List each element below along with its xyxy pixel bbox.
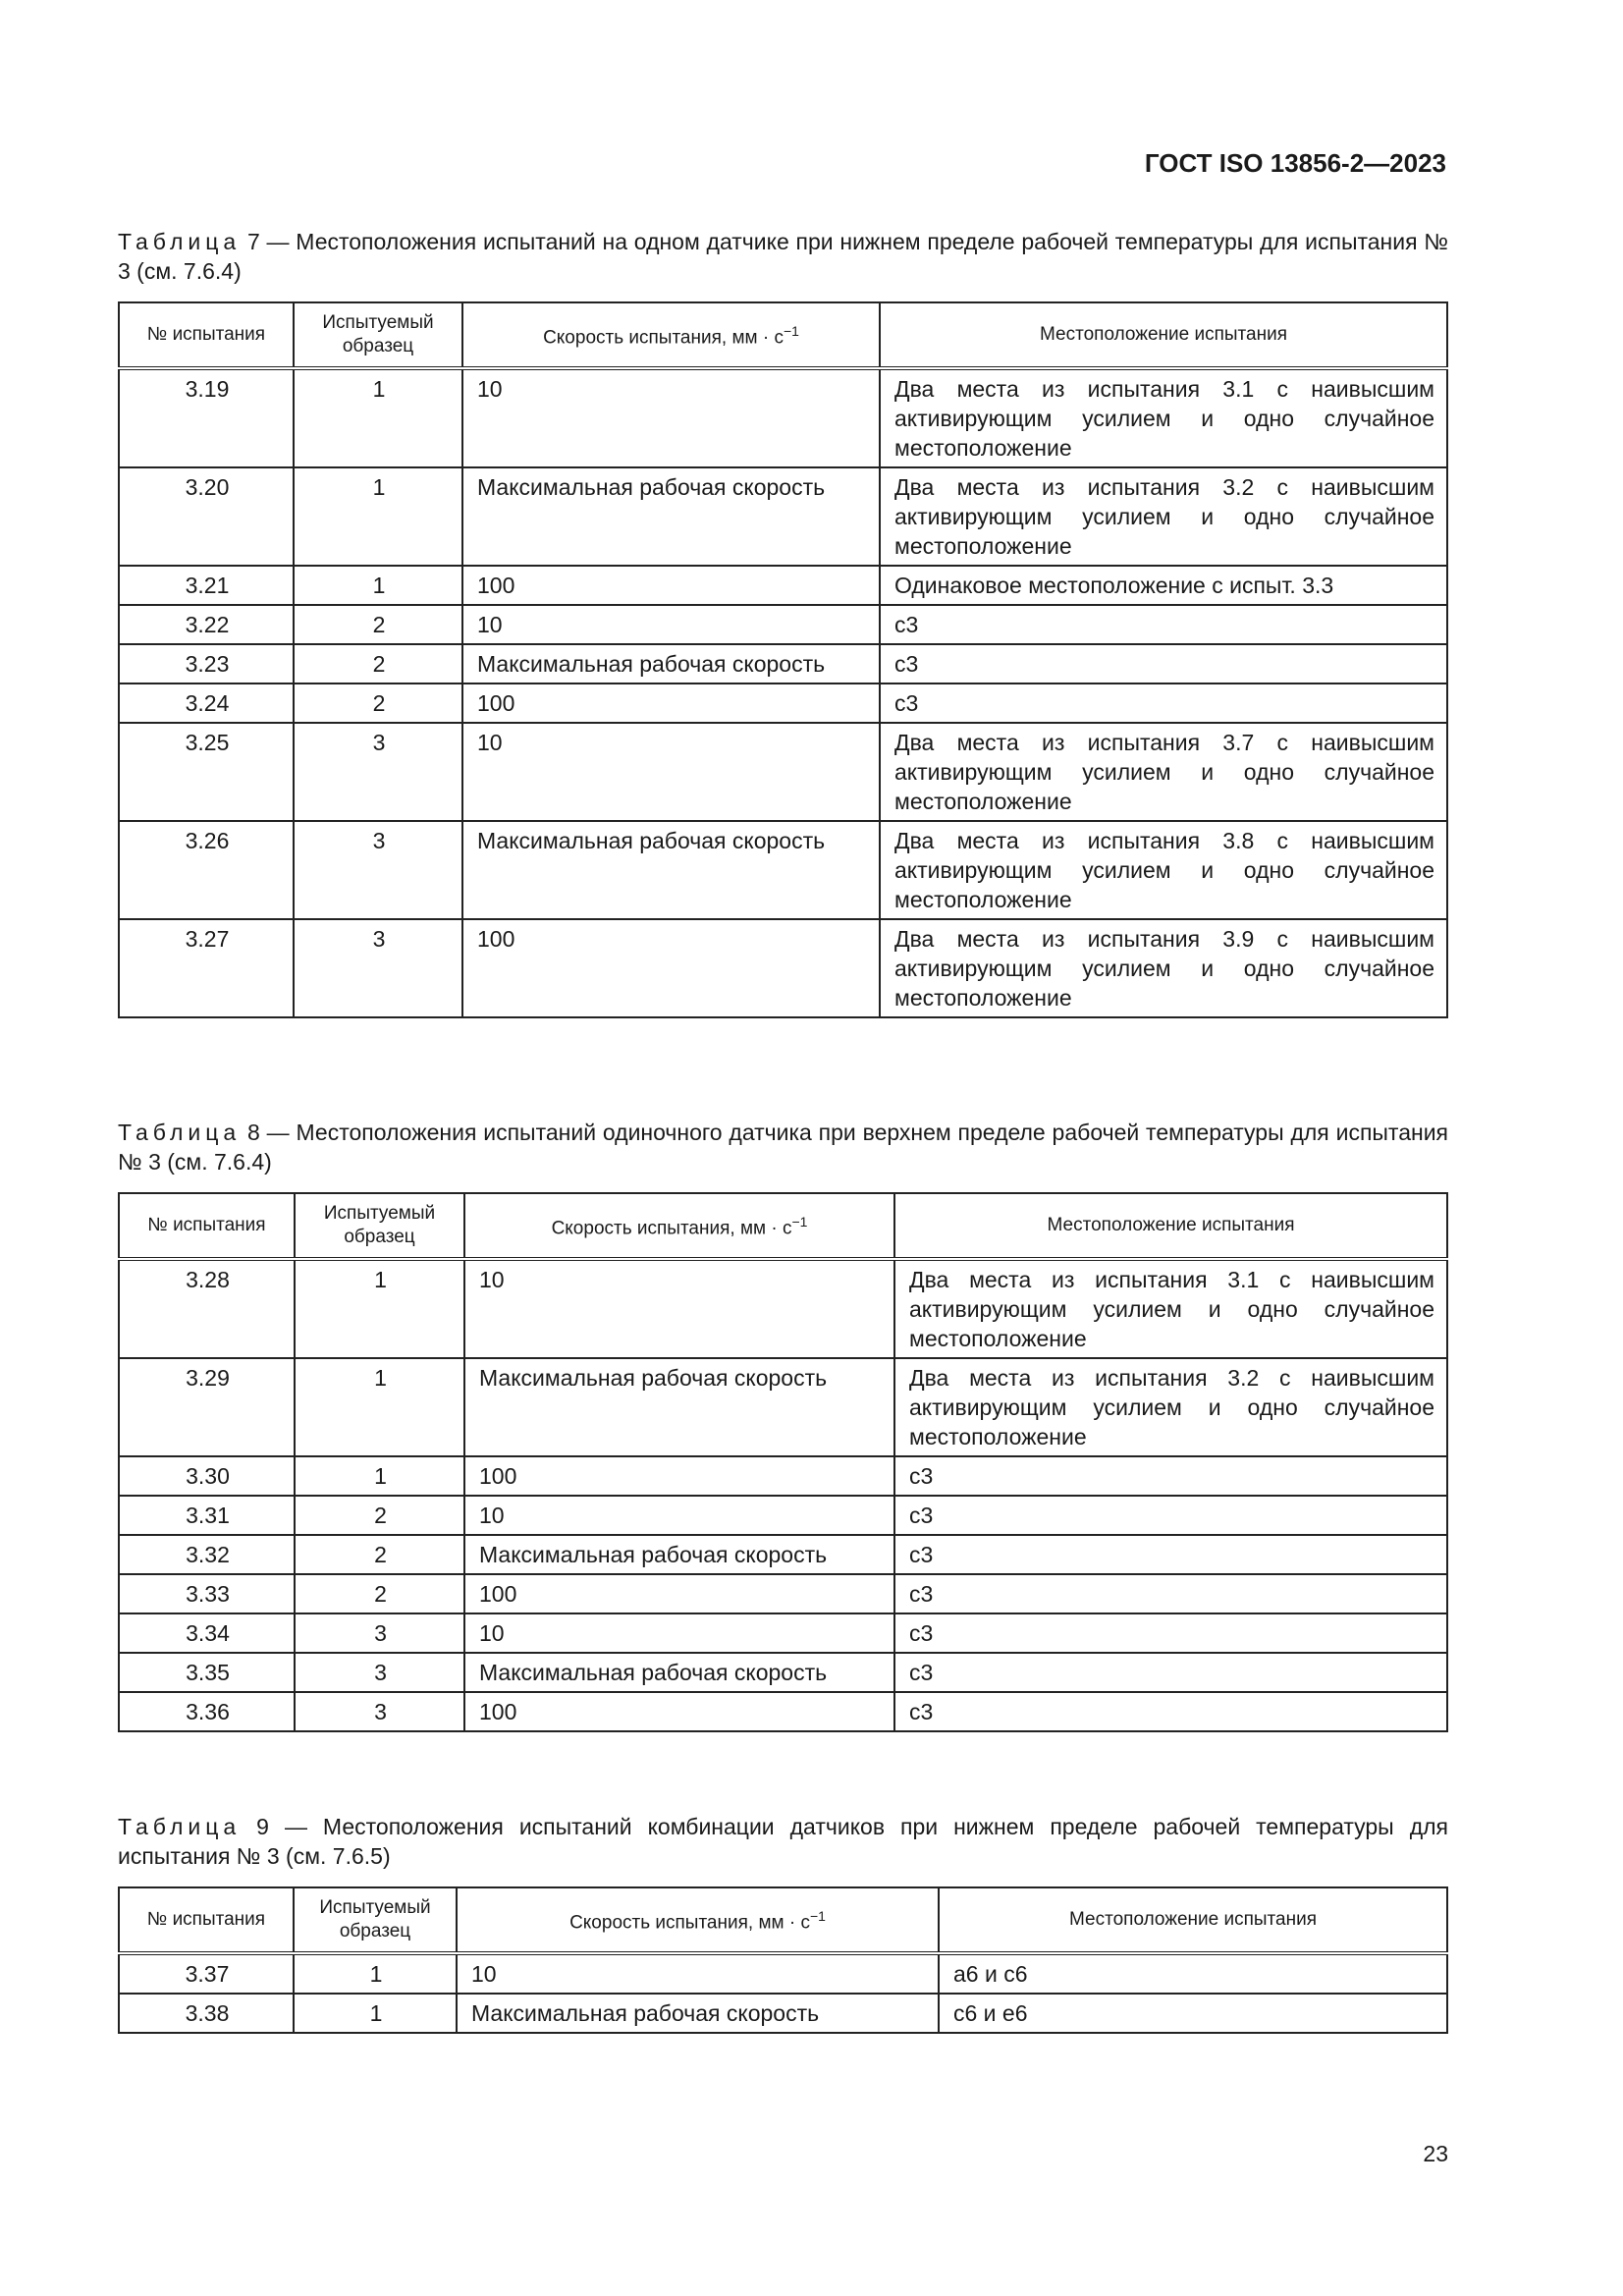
table-row: [119, 1496, 1447, 1535]
unit-exponent: −1: [783, 323, 799, 340]
cell-test-number: 3.23: [119, 644, 294, 683]
cell-specimen: 3: [295, 1613, 464, 1653]
cell-location: Два места из испытания 3.7 с наивысшим активирующим усилием и одно случайное местоположение: [880, 723, 1447, 821]
table-row: [119, 1535, 1447, 1574]
table-8: [118, 1192, 1448, 1732]
caption-text: 9 — Местоположения испытаний комбинации датчиков при нижнем пределе рабочей температуры для испытания № 3 (см. 7.6.5): [118, 1814, 1448, 1869]
cell-speed: Максимальная рабочая скорость: [457, 1994, 939, 2033]
cell-location: c3: [880, 605, 1447, 644]
cell-speed: 100: [462, 683, 880, 723]
table-header-row: [119, 1193, 1447, 1259]
column-header-speed: [462, 302, 880, 368]
table-header-row: [119, 1887, 1447, 1953]
cell-specimen: 2: [295, 1535, 464, 1574]
table-row: [119, 644, 1447, 683]
cell-test-number: 3.22: [119, 605, 294, 644]
cell-speed: 10: [462, 723, 880, 821]
column-header-location: [880, 302, 1447, 368]
table-9-caption: [118, 1812, 1448, 1871]
cell-specimen: 1: [294, 368, 462, 467]
table-row: [119, 683, 1447, 723]
column-header-speed: [457, 1887, 939, 1953]
cell-speed: 100: [464, 1456, 894, 1496]
cell-location: c3: [894, 1574, 1447, 1613]
cell-test-number: 3.30: [119, 1456, 295, 1496]
cell-location: c3: [894, 1535, 1447, 1574]
table-header-row: [119, 302, 1447, 368]
cell-location: c3: [894, 1613, 1447, 1653]
cell-location: c3: [894, 1692, 1447, 1731]
cell-location: Два места из испытания 3.1 с наивысшим активирующим усилием и одно случайное местоположение: [894, 1259, 1447, 1358]
cell-specimen: 2: [294, 644, 462, 683]
cell-test-number: 3.24: [119, 683, 294, 723]
cell-location: Одинаковое местоположение с испыт. 3.3: [880, 566, 1447, 605]
column-header-label: Местоположение испытания: [1040, 324, 1287, 345]
column-header-label: Скорость испытания, мм · с: [551, 1218, 792, 1239]
caption-label: Таблица: [118, 229, 242, 254]
cell-speed: Максимальная рабочая скорость: [464, 1653, 894, 1692]
cell-test-number: 3.19: [119, 368, 294, 467]
cell-specimen: 3: [295, 1653, 464, 1692]
cell-speed: Максимальная рабочая скорость: [462, 821, 880, 919]
table-row: [119, 566, 1447, 605]
cell-location: c3: [880, 683, 1447, 723]
cell-test-number: 3.27: [119, 919, 294, 1017]
cell-specimen: 3: [294, 919, 462, 1017]
cell-speed: 100: [462, 566, 880, 605]
column-header-label: № испытания: [146, 1909, 266, 1930]
cell-test-number: 3.36: [119, 1692, 295, 1731]
document-code: ГОСТ ISO 13856-2—2023: [1144, 148, 1446, 178]
table-row: [119, 919, 1447, 1017]
cell-test-number: 3.28: [119, 1259, 295, 1358]
cell-specimen: 1: [294, 566, 462, 605]
column-header-label: № испытания: [146, 324, 266, 345]
column-header-label: Местоположение испытания: [1069, 1909, 1317, 1930]
cell-test-number: 3.21: [119, 566, 294, 605]
cell-location: Два места из испытания 3.9 с наивысшим активирующим усилием и одно случайное местоположение: [880, 919, 1447, 1017]
column-header-test-number: [119, 1193, 295, 1259]
table-row: [119, 821, 1447, 919]
column-header-specimen: [294, 1887, 457, 1953]
page-number: 23: [1423, 2141, 1448, 2166]
table-row: [119, 1259, 1447, 1358]
caption-label: Таблица: [118, 1814, 242, 1839]
column-header-label: № испытания: [147, 1215, 266, 1235]
cell-specimen: 3: [294, 821, 462, 919]
column-header-label: Испытуемый образец: [323, 1203, 436, 1247]
table-row: [119, 605, 1447, 644]
cell-speed: Максимальная рабочая скорость: [464, 1358, 894, 1456]
cell-test-number: 3.29: [119, 1358, 295, 1456]
table-8-caption: [118, 1118, 1448, 1176]
table-row: [119, 1692, 1447, 1731]
cell-test-number: 3.34: [119, 1613, 295, 1653]
cell-speed: 10: [457, 1953, 939, 1994]
unit-exponent: −1: [791, 1214, 808, 1230]
column-header-speed: [464, 1193, 894, 1259]
table-row: [119, 1358, 1447, 1456]
table-7: [118, 301, 1448, 1018]
column-header-test-number: [119, 1887, 294, 1953]
cell-speed: Максимальная рабочая скорость: [462, 467, 880, 566]
cell-test-number: 3.35: [119, 1653, 295, 1692]
cell-location: c3: [880, 644, 1447, 683]
cell-location: c3: [894, 1653, 1447, 1692]
cell-specimen: 2: [295, 1496, 464, 1535]
table-row: [119, 467, 1447, 566]
cell-speed: Максимальная рабочая скорость: [462, 644, 880, 683]
table-7-caption: [118, 227, 1448, 286]
cell-location: c6 и e6: [939, 1994, 1447, 2033]
column-header-location: [894, 1193, 1447, 1259]
table-row: [119, 1953, 1447, 1994]
cell-specimen: 1: [294, 1953, 457, 1994]
cell-speed: 10: [464, 1259, 894, 1358]
cell-test-number: 3.37: [119, 1953, 294, 1994]
cell-location: c3: [894, 1456, 1447, 1496]
column-header-location: [939, 1887, 1447, 1953]
column-header-label: Местоположение испытания: [1047, 1215, 1295, 1235]
cell-test-number: 3.32: [119, 1535, 295, 1574]
cell-speed: Максимальная рабочая скорость: [464, 1535, 894, 1574]
cell-speed: 10: [462, 605, 880, 644]
cell-specimen: 2: [294, 605, 462, 644]
column-header-specimen: [295, 1193, 464, 1259]
cell-specimen: 1: [294, 1994, 457, 2033]
cell-test-number: 3.25: [119, 723, 294, 821]
cell-speed: 100: [462, 919, 880, 1017]
cell-location: Два места из испытания 3.2 с наивысшим активирующим усилием и одно случайное местоположение: [894, 1358, 1447, 1456]
cell-specimen: 1: [295, 1259, 464, 1358]
caption-label: Таблица: [118, 1120, 242, 1145]
cell-test-number: 3.31: [119, 1496, 295, 1535]
column-header-label: Скорость испытания, мм · с: [543, 327, 784, 349]
cell-specimen: 3: [295, 1692, 464, 1731]
table-row: [119, 1994, 1447, 2033]
cell-speed: 100: [464, 1692, 894, 1731]
caption-text: 8 — Местоположения испытаний одиночного датчика при верхнем пределе рабочей температуры для испытания № 3 (см. 7.6.4): [118, 1120, 1448, 1175]
cell-test-number: 3.20: [119, 467, 294, 566]
table-row: [119, 1613, 1447, 1653]
table-row: [119, 368, 1447, 467]
table-row: [119, 723, 1447, 821]
cell-specimen: 1: [294, 467, 462, 566]
cell-location: c3: [894, 1496, 1447, 1535]
cell-specimen: 1: [295, 1358, 464, 1456]
cell-specimen: 3: [294, 723, 462, 821]
cell-test-number: 3.33: [119, 1574, 295, 1613]
column-header-test-number: [119, 302, 294, 368]
cell-speed: 100: [464, 1574, 894, 1613]
cell-speed: 10: [462, 368, 880, 467]
cell-location: a6 и c6: [939, 1953, 1447, 1994]
cell-test-number: 3.26: [119, 821, 294, 919]
cell-specimen: 1: [295, 1456, 464, 1496]
cell-specimen: 2: [294, 683, 462, 723]
cell-location: Два места из испытания 3.8 с наивысшим активирующим усилием и одно случайное местоположение: [880, 821, 1447, 919]
cell-test-number: 3.38: [119, 1994, 294, 2033]
table-9: [118, 1886, 1448, 2034]
column-header-label: Испытуемый образец: [322, 312, 434, 356]
cell-location: Два места из испытания 3.1 с наивысшим активирующим усилием и одно случайное местоположение: [880, 368, 1447, 467]
cell-speed: 10: [464, 1496, 894, 1535]
cell-specimen: 2: [295, 1574, 464, 1613]
table-row: [119, 1653, 1447, 1692]
table-row: [119, 1574, 1447, 1613]
column-header-label: Скорость испытания, мм · с: [569, 1912, 810, 1934]
column-header-specimen: [294, 302, 462, 368]
column-header-label: Испытуемый образец: [319, 1897, 431, 1941]
cell-speed: 10: [464, 1613, 894, 1653]
unit-exponent: −1: [809, 1908, 826, 1925]
caption-text: 7 — Местоположения испытаний на одном датчике при нижнем пределе рабочей температуры для испытания № 3 (см. 7.6.4): [118, 229, 1448, 284]
cell-location: Два места из испытания 3.2 с наивысшим активирующим усилием и одно случайное местоположение: [880, 467, 1447, 566]
table-row: [119, 1456, 1447, 1496]
